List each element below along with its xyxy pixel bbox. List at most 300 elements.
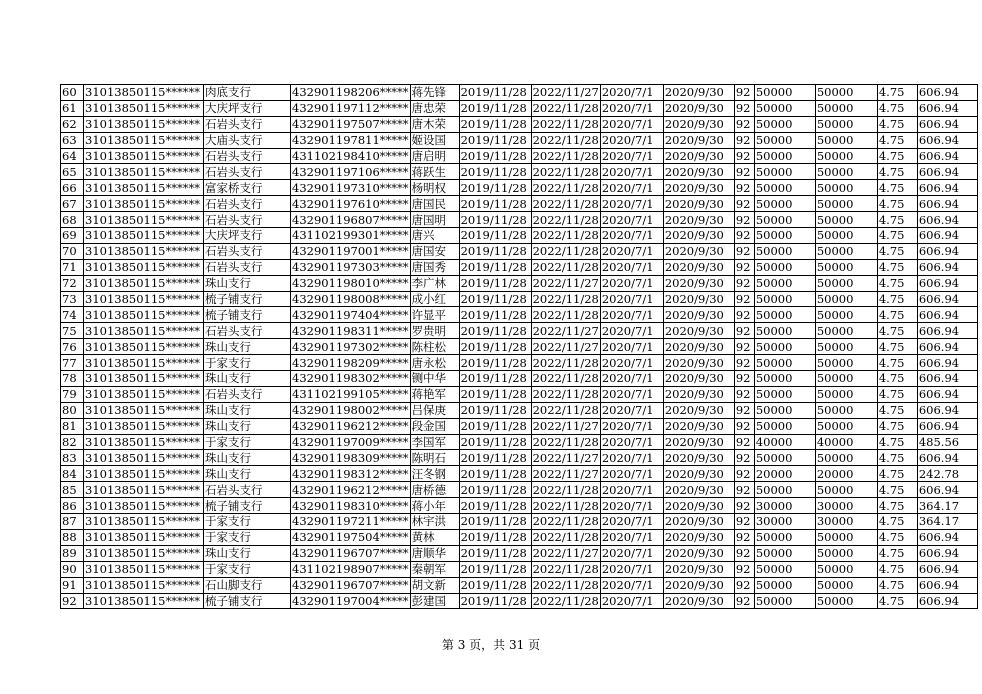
- borrower-name-cell: 唐国明: [410, 212, 459, 228]
- loan-end-date-cell: 2022/11/28: [532, 355, 599, 370]
- loan-amount-cell: 50000: [754, 418, 815, 434]
- table-row: [61, 577, 978, 593]
- interest-amount-cell: 364.17: [917, 514, 977, 530]
- interest-rate-cell: 4.75: [877, 418, 917, 434]
- branch-name-cell: 石岩头支行: [204, 386, 291, 402]
- id-number-cell: 432901197303*****: [292, 260, 409, 275]
- borrower-name-cell: 成小红: [410, 291, 459, 307]
- loan-amount-cell: 50000: [754, 132, 815, 148]
- period-start-date-cell: 2020/7/1: [600, 180, 663, 196]
- borrower-name-cell: 唐国民: [410, 196, 459, 212]
- period-end-date-cell: 2020/9/30: [663, 259, 734, 275]
- loan-end-date-cell: 2022/11/28: [532, 593, 599, 608]
- loan-start-date-cell: 2019/11/28: [459, 323, 531, 339]
- balance-cell: 20000: [815, 466, 877, 482]
- balance-cell: 50000: [815, 291, 877, 307]
- days-cell: 92: [734, 196, 754, 212]
- balance-cell: 50000: [815, 386, 877, 402]
- period-end-date-cell: 2020/9/30: [663, 514, 734, 530]
- loan-start-date-cell: 2019/11/28: [459, 291, 531, 307]
- days-cell: 92: [734, 116, 754, 132]
- period-end-date-cell: 2020/9/30: [663, 418, 734, 434]
- loan-end-date-cell: 2022/11/27: [532, 546, 599, 561]
- period-start-date-cell: 2020/7/1: [600, 275, 663, 291]
- period-start-date-cell: 2020/7/1: [600, 212, 663, 228]
- table-row: [61, 482, 978, 498]
- id-number-cell: 432901197310*****: [292, 180, 409, 195]
- loan-table: [60, 84, 978, 609]
- borrower-name-cell: 林宇洪: [410, 514, 459, 530]
- account-number-cell: 31013850115******: [84, 132, 204, 148]
- balance-cell: 40000: [815, 434, 877, 450]
- borrower-name-cell: 蒋跃生: [410, 164, 459, 180]
- loan-start-date-cell: 2019/11/28: [459, 498, 531, 514]
- loan-end-date-cell: 2022/11/27: [532, 419, 599, 434]
- interest-amount-cell: 606.94: [917, 243, 977, 259]
- interest-rate-cell: 4.75: [877, 529, 917, 545]
- id-number-cell: 432901196707*****: [292, 546, 409, 561]
- period-end-date-cell: 2020/9/30: [663, 371, 734, 387]
- interest-rate-cell: 4.75: [877, 148, 917, 164]
- id-number-cell: 432901197610*****: [292, 196, 409, 211]
- balance-cell: 50000: [815, 243, 877, 259]
- loan-start-date-cell: 2019/11/28: [459, 577, 531, 593]
- branch-name-cell: 珠山支行: [204, 339, 291, 355]
- days-cell: 92: [734, 386, 754, 402]
- balance-cell: 50000: [815, 339, 877, 355]
- branch-name-cell: 珠山支行: [204, 402, 291, 418]
- period-start-date-cell: 2020/7/1: [600, 593, 663, 609]
- loan-start-date-cell: 2019/11/28: [459, 450, 531, 466]
- interest-amount-cell: 606.94: [917, 371, 977, 387]
- table-row: [61, 434, 978, 450]
- period-end-date-cell: 2020/9/30: [663, 466, 734, 482]
- branch-name-cell: 于家支行: [204, 355, 291, 371]
- balance-cell: 30000: [815, 514, 877, 530]
- interest-rate-cell: 4.75: [877, 100, 917, 116]
- balance-cell: 50000: [815, 371, 877, 387]
- row-number-cell: 86: [61, 498, 84, 514]
- borrower-name-cell: 陈柱松: [410, 339, 459, 355]
- account-number-cell: 31013850115******: [84, 100, 204, 116]
- interest-rate-cell: 4.75: [877, 164, 917, 180]
- id-number-cell: 432901197106*****: [292, 164, 409, 179]
- period-end-date-cell: 2020/9/30: [663, 148, 734, 164]
- interest-amount-cell: 606.94: [917, 545, 977, 561]
- loan-start-date-cell: 2019/11/28: [459, 259, 531, 275]
- period-end-date-cell: 2020/9/30: [663, 196, 734, 212]
- days-cell: 92: [734, 402, 754, 418]
- loan-amount-cell: 50000: [754, 386, 815, 402]
- period-start-date-cell: 2020/7/1: [600, 196, 663, 212]
- balance-cell: 50000: [815, 418, 877, 434]
- borrower-name-cell: 唐国安: [410, 243, 459, 259]
- interest-rate-cell: 4.75: [877, 355, 917, 371]
- balance-cell: 50000: [815, 545, 877, 561]
- branch-name-cell: 珠山支行: [204, 450, 291, 466]
- table-row: [61, 561, 978, 577]
- loan-amount-cell: 50000: [754, 371, 815, 387]
- loan-end-date-cell: 2022/11/27: [532, 276, 599, 291]
- period-end-date-cell: 2020/9/30: [663, 434, 734, 450]
- interest-amount-cell: 606.94: [917, 307, 977, 323]
- period-end-date-cell: 2020/9/30: [663, 323, 734, 339]
- branch-name-cell: 梳子铺支行: [204, 593, 291, 609]
- loan-amount-cell: 50000: [754, 259, 815, 275]
- loan-end-date-cell: 2022/11/28: [532, 371, 599, 386]
- loan-start-date-cell: 2019/11/28: [459, 275, 531, 291]
- table-row: [61, 418, 978, 434]
- id-number-cell: 432901198002*****: [292, 403, 409, 418]
- interest-amount-cell: 606.94: [917, 196, 977, 212]
- loan-end-date-cell: 2022/11/27: [532, 85, 599, 100]
- period-start-date-cell: 2020/7/1: [600, 291, 663, 307]
- period-start-date-cell: 2020/7/1: [600, 466, 663, 482]
- id-number-cell: 432901198311*****: [292, 323, 409, 338]
- id-number-cell: 432901197504*****: [292, 530, 409, 545]
- days-cell: 92: [734, 100, 754, 116]
- loan-amount-cell: 20000: [754, 466, 815, 482]
- interest-amount-cell: 606.94: [917, 482, 977, 498]
- account-number-cell: 31013850115******: [84, 291, 204, 307]
- id-number-cell: 432901198309*****: [292, 450, 409, 465]
- id-number-cell: 432901196212*****: [292, 419, 409, 434]
- days-cell: 92: [734, 323, 754, 339]
- loan-end-date-cell: 2022/11/28: [532, 530, 599, 545]
- interest-rate-cell: 4.75: [877, 228, 917, 244]
- branch-name-cell: 石山脚支行: [204, 577, 291, 593]
- table-row: [61, 339, 978, 355]
- row-number-cell: 72: [61, 275, 84, 291]
- table-row: [61, 498, 978, 514]
- balance-cell: 50000: [815, 593, 877, 609]
- row-number-cell: 76: [61, 339, 84, 355]
- interest-amount-cell: 606.94: [917, 529, 977, 545]
- period-start-date-cell: 2020/7/1: [600, 164, 663, 180]
- loan-start-date-cell: 2019/11/28: [459, 482, 531, 498]
- borrower-name-cell: 杨明权: [410, 180, 459, 196]
- loan-amount-cell: 50000: [754, 85, 815, 101]
- branch-name-cell: 大庙头支行: [204, 132, 291, 148]
- days-cell: 92: [734, 593, 754, 609]
- loan-amount-cell: 50000: [754, 402, 815, 418]
- loan-end-date-cell: 2022/11/28: [532, 196, 599, 211]
- loan-amount-cell: 50000: [754, 291, 815, 307]
- account-number-cell: 31013850115******: [84, 323, 204, 339]
- row-number-cell: 92: [61, 593, 84, 609]
- period-start-date-cell: 2020/7/1: [600, 323, 663, 339]
- loan-end-date-cell: 2022/11/28: [532, 307, 599, 322]
- period-end-date-cell: 2020/9/30: [663, 132, 734, 148]
- loan-end-date-cell: 2022/11/28: [532, 244, 599, 259]
- branch-name-cell: 梳子铺支行: [204, 291, 291, 307]
- branch-name-cell: 梳子铺支行: [204, 498, 291, 514]
- loan-end-date-cell: 2022/11/28: [532, 133, 599, 148]
- interest-amount-cell: 606.94: [917, 355, 977, 371]
- interest-amount-cell: 606.94: [917, 164, 977, 180]
- period-end-date-cell: 2020/9/30: [663, 529, 734, 545]
- branch-name-cell: 石岩头支行: [204, 196, 291, 212]
- borrower-name-cell: 唐桥德: [410, 482, 459, 498]
- table-row: [61, 402, 978, 418]
- period-end-date-cell: 2020/9/30: [663, 275, 734, 291]
- borrower-name-cell: 蒋先锋: [410, 85, 459, 101]
- loan-end-date-cell: 2022/11/28: [532, 164, 599, 179]
- id-number-cell: 432901197811*****: [292, 133, 409, 148]
- interest-amount-cell: 606.94: [917, 116, 977, 132]
- branch-name-cell: 肉底支行: [204, 85, 291, 101]
- account-number-cell: 31013850115******: [84, 434, 204, 450]
- loan-start-date-cell: 2019/11/28: [459, 243, 531, 259]
- loan-start-date-cell: 2019/11/28: [459, 418, 531, 434]
- interest-amount-cell: 242.78: [917, 466, 977, 482]
- period-end-date-cell: 2020/9/30: [663, 228, 734, 244]
- table-row: [61, 228, 978, 244]
- row-number-cell: 75: [61, 323, 84, 339]
- table-row: [61, 148, 978, 164]
- days-cell: 92: [734, 482, 754, 498]
- loan-start-date-cell: 2019/11/28: [459, 307, 531, 323]
- borrower-name-cell: 唐兴: [410, 228, 459, 244]
- row-number-cell: 74: [61, 307, 84, 323]
- loan-amount-cell: 50000: [754, 339, 815, 355]
- loan-start-date-cell: 2019/11/28: [459, 593, 531, 609]
- loan-amount-cell: 40000: [754, 434, 815, 450]
- period-end-date-cell: 2020/9/30: [663, 339, 734, 355]
- interest-rate-cell: 4.75: [877, 180, 917, 196]
- interest-rate-cell: 4.75: [877, 561, 917, 577]
- loan-end-date-cell: 2022/11/28: [532, 101, 599, 116]
- branch-name-cell: 梳子铺支行: [204, 307, 291, 323]
- loan-end-date-cell: 2022/11/28: [532, 260, 599, 275]
- id-number-cell: 431102198410*****: [292, 149, 409, 163]
- balance-cell: 50000: [815, 561, 877, 577]
- period-end-date-cell: 2020/9/30: [663, 402, 734, 418]
- account-number-cell: 31013850115******: [84, 482, 204, 498]
- loan-start-date-cell: 2019/11/28: [459, 545, 531, 561]
- table-row: [61, 323, 978, 339]
- interest-rate-cell: 4.75: [877, 243, 917, 259]
- account-number-cell: 31013850115******: [84, 418, 204, 434]
- account-number-cell: 31013850115******: [84, 228, 204, 244]
- interest-rate-cell: 4.75: [877, 323, 917, 339]
- balance-cell: 50000: [815, 275, 877, 291]
- interest-rate-cell: 4.75: [877, 386, 917, 402]
- account-number-cell: 31013850115******: [84, 259, 204, 275]
- borrower-name-cell: 李广林: [410, 275, 459, 291]
- interest-amount-cell: 606.94: [917, 85, 977, 101]
- account-number-cell: 31013850115******: [84, 85, 204, 101]
- branch-name-cell: 石岩头支行: [204, 212, 291, 228]
- loan-start-date-cell: 2019/11/28: [459, 85, 531, 101]
- loan-amount-cell: 30000: [754, 514, 815, 530]
- loan-start-date-cell: 2019/11/28: [459, 371, 531, 387]
- table-row: [61, 196, 978, 212]
- period-start-date-cell: 2020/7/1: [600, 529, 663, 545]
- interest-amount-cell: 606.94: [917, 212, 977, 228]
- loan-end-date-cell: 2022/11/28: [532, 482, 599, 497]
- balance-cell: 50000: [815, 148, 877, 164]
- interest-rate-cell: 4.75: [877, 434, 917, 450]
- period-start-date-cell: 2020/7/1: [600, 482, 663, 498]
- interest-amount-cell: 606.94: [917, 291, 977, 307]
- id-number-cell: 432901198310*****: [292, 498, 409, 513]
- loan-end-date-cell: 2022/11/27: [532, 323, 599, 338]
- days-cell: 92: [734, 307, 754, 323]
- table-row: [61, 180, 978, 196]
- row-number-cell: 71: [61, 259, 84, 275]
- borrower-name-cell: 唐启明: [410, 148, 459, 164]
- days-cell: 92: [734, 371, 754, 387]
- table-row: [61, 466, 978, 482]
- days-cell: 92: [734, 434, 754, 450]
- loan-start-date-cell: 2019/11/28: [459, 355, 531, 371]
- interest-amount-cell: 606.94: [917, 259, 977, 275]
- id-number-cell: 432901198206*****: [292, 85, 409, 100]
- interest-rate-cell: 4.75: [877, 498, 917, 514]
- loan-end-date-cell: 2022/11/28: [532, 403, 599, 418]
- balance-cell: 50000: [815, 116, 877, 132]
- row-number-cell: 65: [61, 164, 84, 180]
- page-footer: 第 3 页，共 31 页: [441, 638, 541, 652]
- interest-amount-cell: 364.17: [917, 498, 977, 514]
- interest-rate-cell: 4.75: [877, 307, 917, 323]
- loan-amount-cell: 50000: [754, 275, 815, 291]
- interest-rate-cell: 4.75: [877, 132, 917, 148]
- account-number-cell: 31013850115******: [84, 164, 204, 180]
- interest-rate-cell: 4.75: [877, 466, 917, 482]
- period-end-date-cell: 2020/9/30: [663, 355, 734, 371]
- days-cell: 92: [734, 132, 754, 148]
- table-row: [61, 100, 978, 116]
- balance-cell: 50000: [815, 196, 877, 212]
- period-end-date-cell: 2020/9/30: [663, 561, 734, 577]
- table-row: [61, 386, 978, 402]
- borrower-name-cell: 黄林: [410, 529, 459, 545]
- branch-name-cell: 珠山支行: [204, 371, 291, 387]
- loan-amount-cell: 50000: [754, 307, 815, 323]
- balance-cell: 50000: [815, 259, 877, 275]
- days-cell: 92: [734, 339, 754, 355]
- days-cell: 92: [734, 355, 754, 371]
- loan-amount-cell: 30000: [754, 498, 815, 514]
- loan-end-date-cell: 2022/11/28: [532, 562, 599, 577]
- account-number-cell: 31013850115******: [84, 402, 204, 418]
- loan-start-date-cell: 2019/11/28: [459, 561, 531, 577]
- period-start-date-cell: 2020/7/1: [600, 514, 663, 530]
- balance-cell: 50000: [815, 228, 877, 244]
- branch-name-cell: 珠山支行: [204, 418, 291, 434]
- interest-rate-cell: 4.75: [877, 339, 917, 355]
- id-number-cell: 432901197112*****: [292, 101, 409, 116]
- balance-cell: 50000: [815, 355, 877, 371]
- days-cell: 92: [734, 545, 754, 561]
- days-cell: 92: [734, 164, 754, 180]
- period-start-date-cell: 2020/7/1: [600, 116, 663, 132]
- interest-rate-cell: 4.75: [877, 545, 917, 561]
- period-start-date-cell: 2020/7/1: [600, 355, 663, 371]
- table-row: [61, 275, 978, 291]
- period-end-date-cell: 2020/9/30: [663, 307, 734, 323]
- days-cell: 92: [734, 418, 754, 434]
- account-number-cell: 31013850115******: [84, 307, 204, 323]
- row-number-cell: 63: [61, 132, 84, 148]
- loan-start-date-cell: 2019/11/28: [459, 180, 531, 196]
- period-start-date-cell: 2020/7/1: [600, 243, 663, 259]
- period-start-date-cell: 2020/7/1: [600, 577, 663, 593]
- id-number-cell: 432901197009*****: [292, 435, 409, 450]
- balance-cell: 50000: [815, 323, 877, 339]
- row-number-cell: 85: [61, 482, 84, 498]
- table-row: [61, 593, 978, 609]
- interest-rate-cell: 4.75: [877, 450, 917, 466]
- interest-amount-cell: 606.94: [917, 275, 977, 291]
- loan-amount-cell: 50000: [754, 196, 815, 212]
- row-number-cell: 84: [61, 466, 84, 482]
- row-number-cell: 60: [61, 85, 84, 101]
- id-number-cell: 431102199301*****: [292, 228, 409, 243]
- period-end-date-cell: 2020/9/30: [663, 116, 734, 132]
- account-number-cell: 31013850115******: [84, 545, 204, 561]
- balance-cell: 30000: [815, 498, 877, 514]
- loan-amount-cell: 50000: [754, 148, 815, 164]
- interest-amount-cell: 485.56: [917, 434, 977, 450]
- account-number-cell: 31013850115******: [84, 561, 204, 577]
- interest-amount-cell: 606.94: [917, 228, 977, 244]
- balance-cell: 50000: [815, 100, 877, 116]
- account-number-cell: 31013850115******: [84, 196, 204, 212]
- days-cell: 92: [734, 498, 754, 514]
- interest-rate-cell: 4.75: [877, 275, 917, 291]
- branch-name-cell: 珠山支行: [204, 466, 291, 482]
- period-start-date-cell: 2020/7/1: [600, 228, 663, 244]
- days-cell: 92: [734, 85, 754, 101]
- days-cell: 92: [734, 259, 754, 275]
- borrower-name-cell: 蒋艳军: [410, 386, 459, 402]
- period-start-date-cell: 2020/7/1: [600, 402, 663, 418]
- loan-amount-cell: 50000: [754, 577, 815, 593]
- account-number-cell: 31013850115******: [84, 275, 204, 291]
- branch-name-cell: 石岩头支行: [204, 243, 291, 259]
- days-cell: 92: [734, 291, 754, 307]
- period-end-date-cell: 2020/9/30: [663, 386, 734, 402]
- loan-end-date-cell: 2022/11/28: [532, 578, 599, 593]
- borrower-name-cell: 许显平: [410, 307, 459, 323]
- branch-name-cell: 于家支行: [204, 529, 291, 545]
- account-number-cell: 31013850115******: [84, 450, 204, 466]
- account-number-cell: 31013850115******: [84, 498, 204, 514]
- borrower-name-cell: 汪冬钢: [410, 466, 459, 482]
- period-end-date-cell: 2020/9/30: [663, 450, 734, 466]
- interest-rate-cell: 4.75: [877, 371, 917, 387]
- borrower-name-cell: 段金国: [410, 418, 459, 434]
- days-cell: 92: [734, 561, 754, 577]
- loan-amount-cell: 50000: [754, 561, 815, 577]
- table-row: [61, 116, 978, 132]
- borrower-name-cell: 蒋小年: [410, 498, 459, 514]
- loan-end-date-cell: 2022/11/27: [532, 466, 599, 481]
- days-cell: 92: [734, 243, 754, 259]
- period-end-date-cell: 2020/9/30: [663, 577, 734, 593]
- account-number-cell: 31013850115******: [84, 212, 204, 228]
- account-number-cell: 31013850115******: [84, 514, 204, 530]
- loan-amount-cell: 50000: [754, 243, 815, 259]
- loan-end-date-cell: 2022/11/28: [532, 180, 599, 195]
- loan-start-date-cell: 2019/11/28: [459, 132, 531, 148]
- period-start-date-cell: 2020/7/1: [600, 307, 663, 323]
- period-start-date-cell: 2020/7/1: [600, 259, 663, 275]
- borrower-name-cell: 唐永松: [410, 355, 459, 371]
